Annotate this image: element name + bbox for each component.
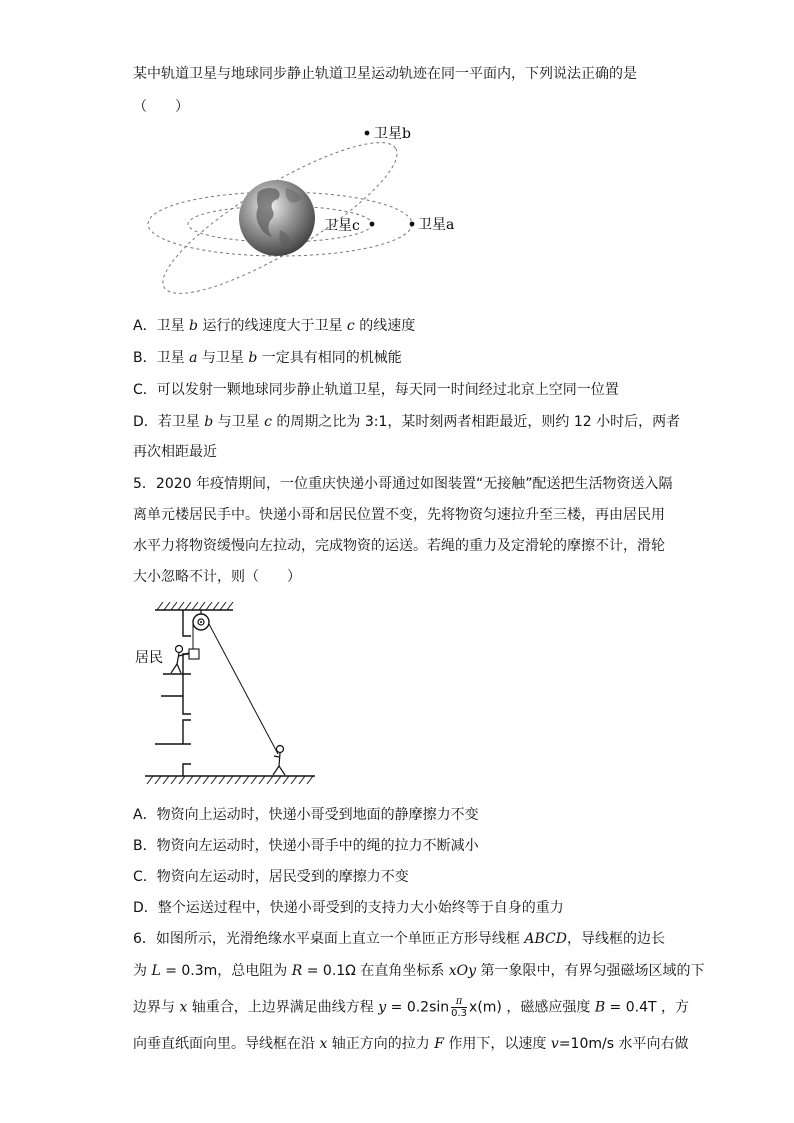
q5-stem-line-4: 大小忽略不计，则（ ） (133, 569, 301, 585)
q5-option-c: C．物资向左运动时，居民受到的摩擦力不变 (133, 869, 409, 885)
satellite-orbit-figure (130, 120, 470, 310)
q4-stem: 某中轨道卫星与地球同步静止轨道卫星运动轨迹在同一平面内，下列说法正确的是 (133, 66, 637, 82)
satellite-c-dot (370, 222, 375, 227)
label-satellite-a: 卫星a (418, 217, 455, 233)
satellite-a-dot (410, 222, 415, 227)
fraction: $\frac{\pi}{0.3}$ (451, 996, 468, 1019)
pulley-figure (133, 596, 323, 792)
q5-option-b: B．物资向左运动时，快递小哥手中的绳的拉力不断减小 (133, 838, 479, 854)
q5-stem-line-2: 离单元楼居民手中。快递小哥和居民位置不变，先将物资匀速拉升至三楼，再由居民用 (133, 507, 665, 523)
q6-line-4: 向垂直纸面向里。导线框在沿 x 轴正方向的拉力 F 作用下，以速度 v=10m/s 水平向右做 (133, 1036, 689, 1052)
satellite-b-dot (365, 131, 370, 136)
q4-option-d-continued: 再次相距最近 (133, 444, 217, 460)
q6-line-2: 为 L = 0.3m，总电阻为 R = 0.1Ω 在直角坐标系 xOy 第一象限中，有界匀强磁场区域的下 (133, 963, 705, 979)
q6-line-3: 边界与 x 轴重合，上边界满足曲线方程 y = 0.2sin $\frac{\pi}{0.3}$ x(m) ，磁感应强度 B = 0.4T ，方 (133, 996, 690, 1019)
q5-option-d: D．整个运送过程中，快递小哥受到的支持力大小始终等于自身的重力 (133, 900, 564, 916)
q4-option-d: D．若卫星 b 与卫星 c 的周期之比为 3:1，某时刻两者相距最近，则约 12 小时后，两者 (133, 414, 681, 430)
q6-line-1: 6．如图所示，光滑绝缘水平桌面上直立一个单匝正方形导线框 ABCD，导线框的边长 (133, 931, 665, 947)
earth-globe (239, 180, 315, 256)
q4-option-c: C．可以发射一颗地球同步静止轨道卫星，每天同一时间经过北京上空同一位置 (133, 382, 619, 398)
q5-option-a: A．物资向上运动时，快递小哥受到地面的静摩擦力不变 (133, 807, 479, 823)
q4-option-a: A．卫星 b 运行的线速度大于卫星 c 的线速度 (133, 318, 416, 334)
label-satellite-c: 卫星c (324, 218, 360, 234)
q4-answer-paren: （ ） (133, 99, 189, 115)
label-satellite-b: 卫星b (374, 126, 411, 142)
q4-option-b: B．卫星 a 与卫星 b 一定具有相同的机械能 (133, 350, 402, 366)
q5-stem-line-3: 水平力将物资缓慢向左拉动，完成物资的运送。若绳的重力及定滑轮的摩擦不计，滑轮 (133, 538, 665, 554)
resident-label: 居民 (135, 649, 163, 665)
q5-stem-line-1: 5．2020 年疫情期间，一位重庆快递小哥通过如图装置“无接触”配送把生活物资送入隔 (133, 476, 673, 492)
